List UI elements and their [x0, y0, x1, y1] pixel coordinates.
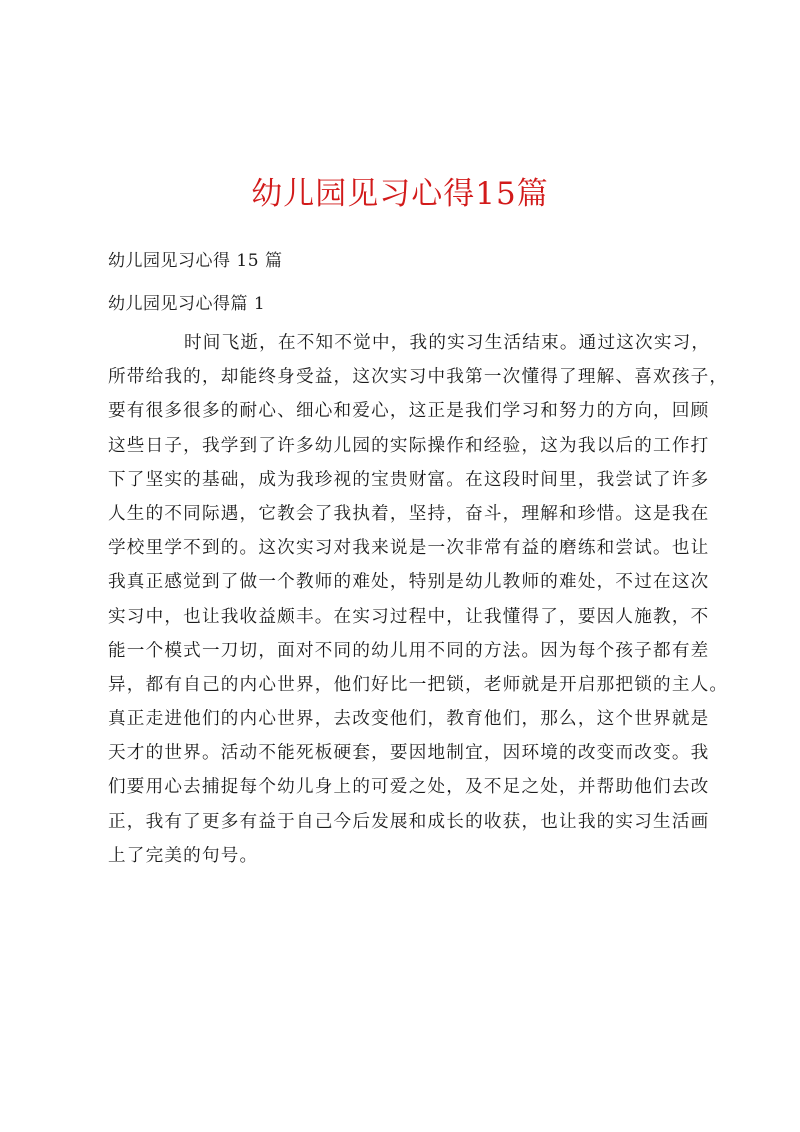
paragraph-line: 这些日子，我学到了许多幼儿园的实际操作和经验，这为我以后的工作打	[108, 435, 710, 456]
document-subtitle: 幼儿园见习心得 15 篇	[108, 251, 283, 271]
paragraph-line: 所带给我的，却能终身受益，这次实习中我第一次懂得了理解、喜欢孩子，	[108, 367, 729, 388]
paragraph-line: 学校里学不到的。这次实习对我来说是一次非常有益的磨练和尝试。也让	[108, 538, 710, 559]
paragraph-line: 下了坚实的基础，成为我珍视的宝贵财富。在这段时间里，我尝试了许多	[108, 469, 710, 490]
paragraph-line: 异，都有自己的内心世界，他们好比一把锁，老师就是开启那把锁的主人。	[108, 674, 729, 695]
document-title: 幼儿园见习心得15篇	[251, 176, 549, 212]
section-heading: 幼儿园见习心得篇 1	[108, 294, 266, 314]
paragraph-line: 要有很多很多的耐心、细心和爱心，这正是我们学习和努力的方向，回顾	[108, 401, 710, 422]
paragraph-line: 上了完美的句号。	[108, 845, 259, 866]
paragraph-line: 我真正感觉到了做一个教师的难处，特别是幼儿教师的难处，不过在这次	[108, 572, 710, 593]
paragraph-line: 正，我有了更多有益于自己今后发展和成长的收获，也让我的实习生活画	[108, 811, 710, 832]
paragraph-line: 天才的世界。活动不能死板硬套，要因地制宜，因环境的改变而改变。我	[108, 743, 710, 764]
paragraph-line: 能一个模式一刀切，面对不同的幼儿用不同的方法。因为每个孩子都有差	[108, 640, 710, 661]
paragraph-line: 真正走进他们的内心世界，去改变他们，教育他们，那么，这个世界就是	[108, 709, 710, 730]
paragraph-line: 们要用心去捕捉每个幼儿身上的可爱之处，及不足之处，并帮助他们去改	[108, 777, 710, 798]
paragraph-line: 人生的不同际遇，它教会了我执着，坚持，奋斗，理解和珍惜。这是我在	[108, 503, 710, 524]
paragraph-line: 时间飞逝，在不知不觉中，我的实习生活结束。通过这次实习，	[184, 333, 711, 353]
body-paragraph	[108, 326, 729, 873]
paragraph-line: 实习中，也让我收益颇丰。在实习过程中，让我懂得了，要因人施教，不	[108, 606, 710, 627]
